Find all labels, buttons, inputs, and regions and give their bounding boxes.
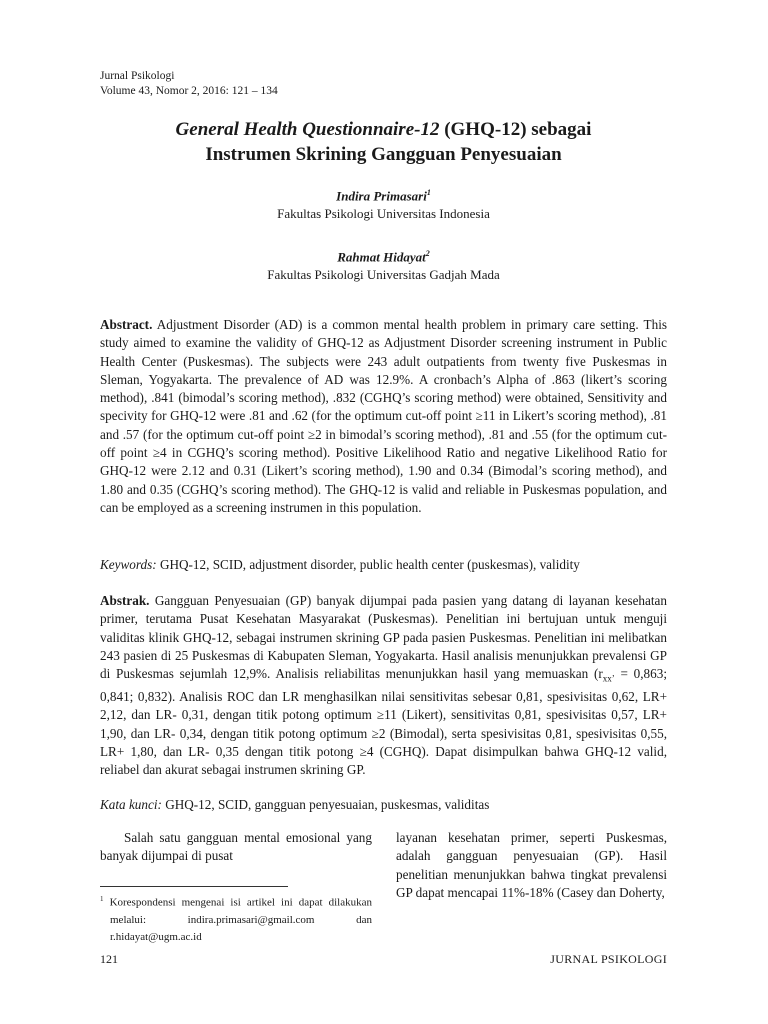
body-column-right: layanan kesehatan primer, seperti Puskesmas, adalah gangguan penyesuaian (GP). Hasil penelitian menunjukkan bahwa tingkat prevalensi GP dapat mencapai 11%-18% (Casey dan Doherty, [396,830,667,900]
paper-title [100,117,667,167]
document-page [100,0,667,1024]
abstract-text: Adjustment Disorder (AD) is a common mental health problem in primary care setting. This study aimed to examine the validity of GHQ-12 as Adjustment Disorder screening instrument in Public Health Center (Puskesmas). The subjects were 243 adult outpatients from twenty five Puskesmas in Sleman, Yogyakarta. The prevalence of AD was 12.9%. A cronbach’s Alpha of .863 (likert’s scoring method), .841 (bimodal’s scoring method), .832 (CGHQ’s scoring method) were obtained, Sensitivity and specivity for GHQ-12 were .81 and .62 (for the optimum cut-off point ≥11 in Likert’s scoring method), .81 and .57 (for the optimum cut-off point ≥2 in bimodal’s scoring method), .81 and .55 (for the optimum cut-off point ≥4 in CGHQ’s scoring method). Positive Likelihood Ratio and negative Likelihood Ratio for GHQ-12 were 2.12 and 0.31 (Likert’s scoring method), 1.90 and 0.34 (Bimodal’s scoring method), and 1.80 and 0.35 (CGHQ’s scoring method). The GHQ-12 is valid and reliable in Puskesmas population, and can be employed as a screening instrumen in this population. [100,317,667,515]
kata-kunci-text: GHQ-12, SCID, gangguan penyesuaian, puskesmas, validitas [161,797,490,812]
author-block-2 [100,245,667,284]
author-affiliation: Fakultas Psikologi Universitas Indonesia [277,206,490,222]
journal-volume: Volume 43, Nomor 2, 2016: 121 – 134 [100,85,278,97]
abstract-indonesian: Abstrak. Gangguan Penyesuaian (GP) banyak dijumpai pada pasien yang datang di layanan kesehatan primer, terutama Pusat Kesehatan Masyarakat (Puskesmas). Penelitian ini bertujuan untuk menguji validitas klinik GHQ-12, sebagai instrumen skrining GP pada pasien Puskesmas. Penelitian ini melibatkan 243 pasien di 25 Puskesmas di Kabupaten Sleman, Yogyakarta. Hasil analisis menunjukkan prevalensi GP di Puskesmas sejumlah 12,9%. Analisis reliabilitas menunjukkan hasil yang memuaskan ($r_{xx’} = 0,863$; 0,841; 0,832). Analisis ROC dan LR menghasilkan nilai sensitivitas sebesar 0,81, spesivisitas 0,62, LR+ 2,12, dan LR- 0,31, dengan titik potong optimum ≥11 (Likert), sensitivitas 0,81, spesivisitas 0,57, LR+ 1,90, dan LR- 0,34, dengan titik potong optimum ≥2 (Bimodal), serta spesivisitas 0,81, spesivisitas 0,55, LR+ 1,80, dan LR- 0,35 dengan titik potong ≥4 (CGHQ). Dapat disimpulkan bahwa GHQ-12 valid, reliabel dan akurat sebagai instrumen skrining GP. [100,593,667,778]
title-rest: (GHQ-12) sebagai [439,119,592,140]
page-number: 121 [100,952,118,966]
footnote-divider [100,886,288,887]
footnote: $^1$ Korespondensi mengenai isi artikel ini dapat dilakukan melalui: indira.primasari@gmail.com dan r.hidayat@ugm.ac.id [100,895,372,943]
keywords-indonesian [100,796,667,814]
abstrak-label: Abstrak. [100,593,150,608]
journal-header [100,69,278,99]
author-name: Indira Primasari$^1$ [336,188,431,204]
title-italic: General Health Questionnaire-12 [175,119,440,140]
body-column-left: Salah satu gangguan mental emosional yang banyak dijumpai di pusat [100,830,372,864]
kata-kunci-label: Kata kunci: [100,797,162,812]
author-name: Rahmat Hidayat$^2$ [337,249,430,265]
keywords-text: GHQ-12, SCID, adjustment disorder, public health center (puskesmas), validity [156,557,580,572]
keywords-label: Keywords: [100,557,157,572]
journal-name: Jurnal Psikologi [100,70,175,82]
keywords-english [100,556,667,574]
author-affiliation: Fakultas Psikologi Universitas Gadjah Mada [267,267,500,283]
abstract-label: Abstract. [100,317,153,332]
abstract-english [100,316,667,517]
footer-journal: JURNAL PSIKOLOGI [550,952,667,966]
author-block-1 [100,184,667,223]
r-subscript: xx’ [602,673,615,684]
title-line2: Instrumen Skrining Gangguan Penyesuaian [205,144,562,165]
